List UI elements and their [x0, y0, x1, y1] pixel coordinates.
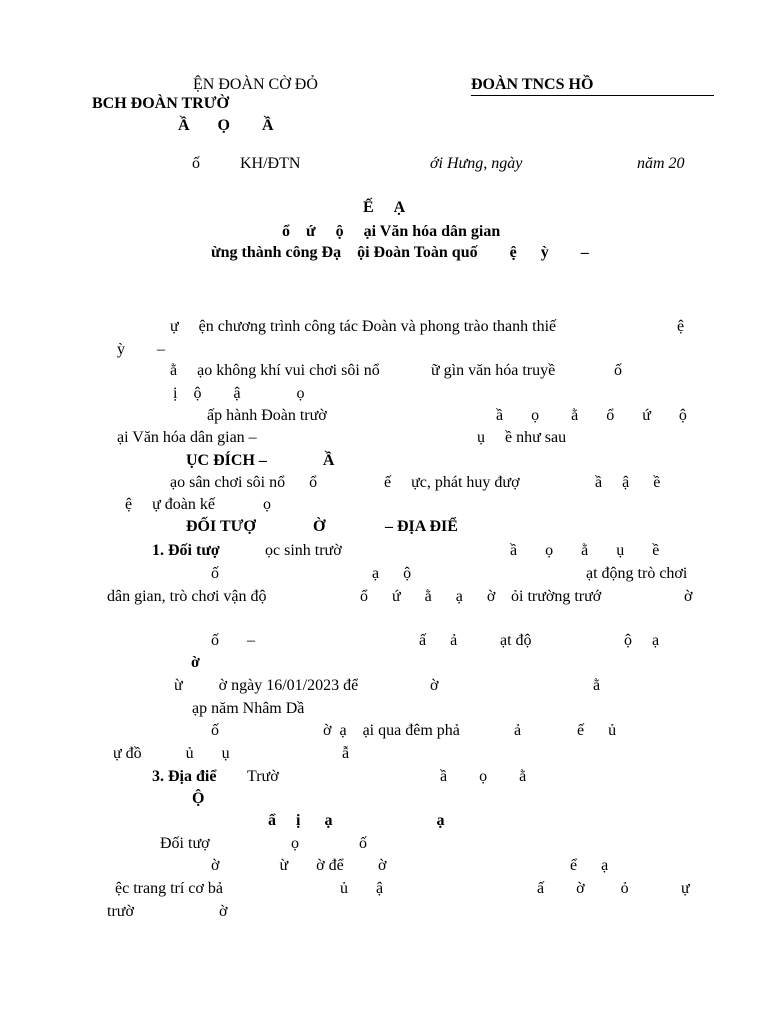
- location-label: 3. Địa điể: [152, 768, 217, 785]
- header-school-line: Ầ Ọ Ầ: [178, 117, 274, 134]
- time-line-1c: ạt độ: [500, 632, 532, 649]
- content-line-3c: ấ ờ ỏ: [537, 880, 629, 897]
- section-audience-heading-a: ĐỐI TƯỢ: [186, 518, 256, 535]
- section-audience-heading-b: Ờ: [313, 518, 326, 535]
- purpose-line-2: ệ ự đoàn kế ọ: [125, 496, 271, 513]
- document-number: ố KH/ĐTN: [192, 155, 301, 172]
- audience-line-3d: ờ: [684, 588, 693, 605]
- section-purpose-heading: ỤC ĐÍCH – Ầ: [186, 452, 335, 469]
- intro-line-5b: ầ ọ ằ ổ ứ ộ: [496, 407, 687, 424]
- intro-line-3a: ằ ạo không khí vui chơi sôi nổ: [170, 362, 380, 379]
- time-line-4d: ế ủ: [577, 722, 617, 739]
- content-line-3b: ủ ậ: [340, 880, 384, 897]
- time-line-3: ạp năm Nhâm Dầ: [192, 700, 305, 717]
- time-line-2a: ừ ờ ngày 16/01/2023 để: [174, 677, 359, 694]
- title-subline-2: ừng thành công Đạ ội Đoàn Toàn quố ệ ỳ –: [211, 244, 589, 261]
- time-line-1d: ộ ạ: [624, 632, 660, 649]
- header-underline: [471, 95, 714, 96]
- time-line-4b: ờ ạ ại qua đêm phả: [323, 722, 460, 739]
- header-committee-line: BCH ĐOÀN TRƯỜ: [92, 95, 229, 112]
- section-audience-heading-c: – ĐỊA ĐIỂ: [385, 518, 458, 535]
- purpose-line-1b: ế ực, phát huy đượ: [384, 474, 520, 491]
- intro-line-5a: ấp hành Đoàn trườ: [207, 407, 327, 424]
- intro-line-6a: ại Văn hóa dân gian –: [117, 429, 257, 446]
- time-line-2c: ằ: [593, 677, 601, 694]
- intro-line-3c: ố: [614, 362, 622, 379]
- content-line-2c: ể ạ: [570, 857, 609, 874]
- audience-line-3b: ổ ứ ằ ạ ờ: [360, 588, 496, 605]
- intro-line-6b: ụ ề như sau: [477, 429, 567, 446]
- audience-label: 1. Đối tượ: [152, 542, 220, 559]
- audience-line-1b: ầ ọ ằ ụ ề: [510, 542, 660, 559]
- audience-line-2c: ạt động trò chơi: [586, 565, 688, 582]
- time-line-5b: ẫ: [342, 745, 350, 762]
- header-union-name: ĐOÀN TNCS HỒ: [471, 76, 594, 93]
- time-line-4c: ả: [514, 722, 522, 739]
- content-line-2b: ờ: [378, 857, 387, 874]
- section-content-heading: Ộ: [192, 790, 205, 807]
- time-heading: ờ: [191, 654, 200, 671]
- purpose-line-1c: ầ ậ ề: [595, 474, 661, 491]
- intro-line-3b: ữ gìn văn hóa truyề: [431, 362, 556, 379]
- audience-line-2a: ố: [211, 565, 219, 582]
- content-line-2a: ờ ừ ờ để: [211, 857, 344, 874]
- intro-line-1a: ự ện chương trình công tác Đoàn và phong trào thanh thiế: [170, 318, 557, 335]
- intro-line-4: ị ộ ậ ọ: [173, 385, 305, 402]
- content-line-4a: trườ: [107, 903, 134, 920]
- preparation-subheading: ẩ ị ạ ạ: [268, 812, 445, 829]
- intro-line-1b: ệ: [677, 318, 685, 335]
- time-line-1b: ấ ả: [419, 632, 458, 649]
- title-subline-1: ổ ứ ộ ại Văn hóa dân gian: [282, 223, 501, 240]
- audience-line-3a: dân gian, trò chơi vận độ: [107, 588, 267, 605]
- location-line-a: Trườ: [247, 768, 279, 785]
- content-line-1a: Đối tượ: [160, 835, 210, 852]
- intro-line-2: ỳ –: [117, 341, 165, 358]
- document-title: Ế Ạ: [363, 199, 406, 216]
- time-line-4a: ố: [211, 722, 219, 739]
- content-line-3a: ệc trang trí cơ bả: [115, 880, 223, 897]
- header-org-line: ỆN ĐOÀN CỜ ĐỎ: [193, 76, 318, 93]
- time-line-2b: ờ: [430, 677, 439, 694]
- content-line-3d: ự: [681, 880, 690, 897]
- place-date: ới Hưng, ngày: [430, 155, 523, 172]
- time-line-1a: ố –: [211, 632, 255, 649]
- location-line-b: ầ ọ ằ: [440, 768, 527, 785]
- audience-line-3c: ỏi trường trướ: [511, 588, 602, 605]
- document-year: năm 20: [637, 155, 685, 172]
- audience-line-1a: ọc sinh trườ: [265, 542, 342, 559]
- time-line-5a: ự đồ ủ ụ: [113, 745, 230, 762]
- content-line-1b: ọ ố: [291, 835, 367, 852]
- purpose-line-1a: ạo sân chơi sôi nổ ổ: [170, 474, 318, 491]
- content-line-4b: ờ: [219, 903, 228, 920]
- audience-line-2b: ạ ộ: [372, 565, 412, 582]
